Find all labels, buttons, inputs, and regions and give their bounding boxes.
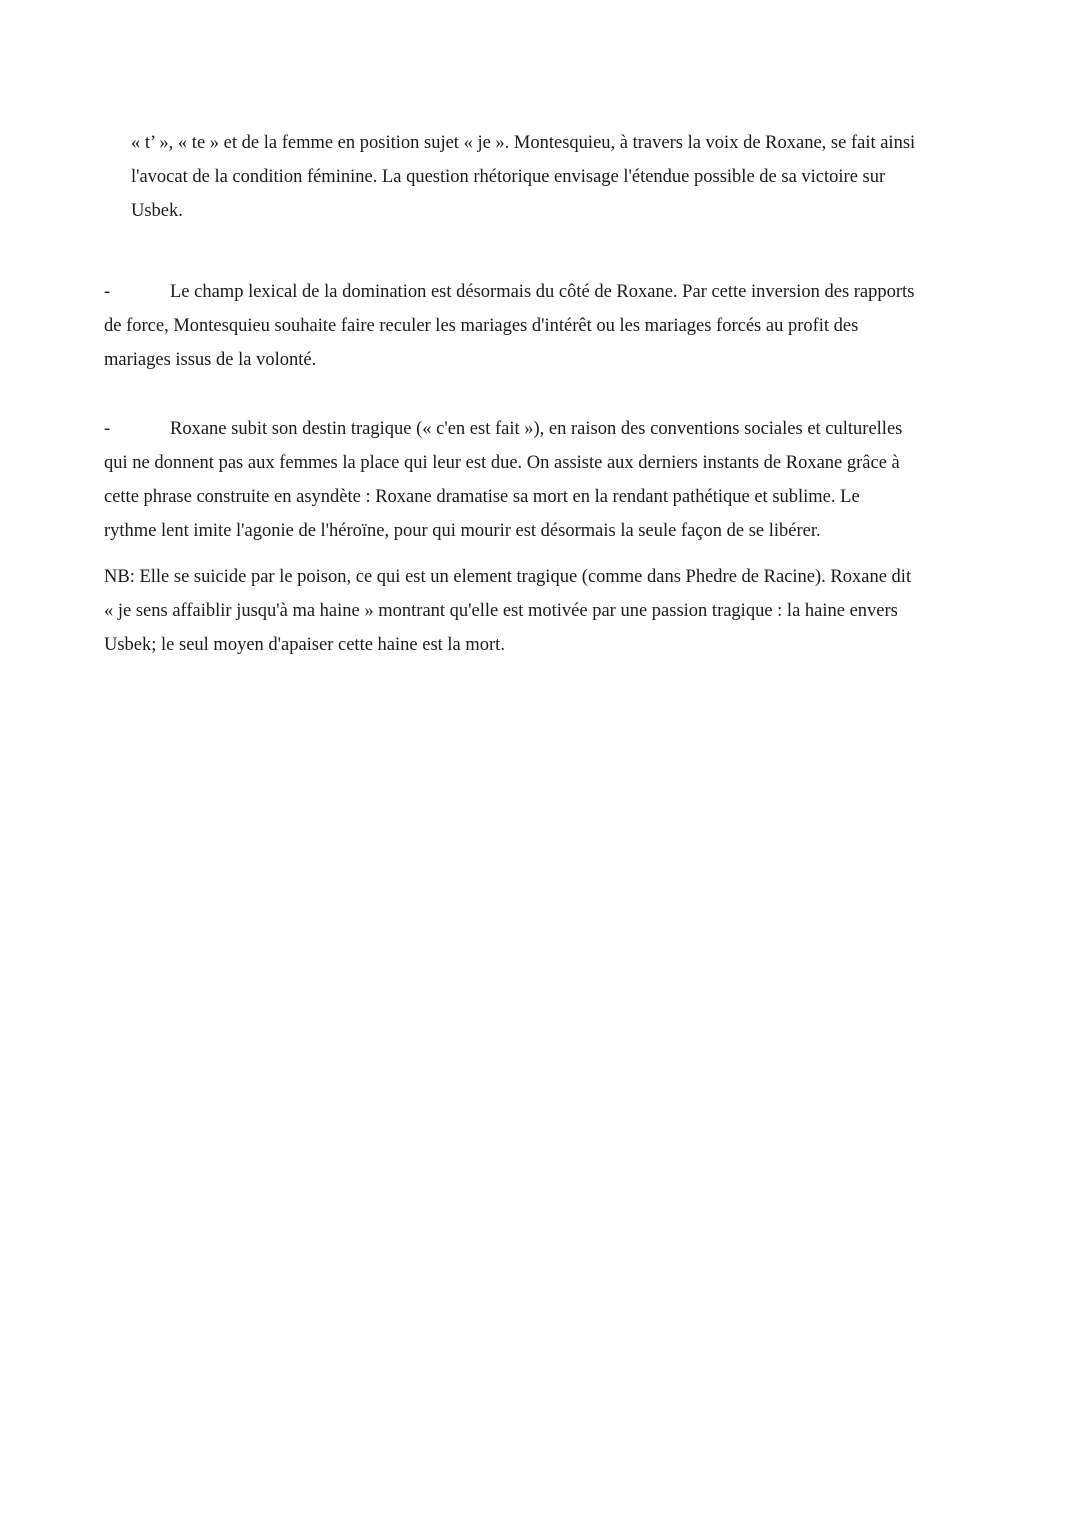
text-line: rythme lent imite l'agonie de l'héroïne, pour qui mourir est désormais la seule façon de se libérer. [104, 521, 821, 541]
text-line: qui ne donnent pas aux femmes la place qui leur est due. On assiste aux derniers instants de Roxane grâce à [104, 453, 900, 473]
text-line: de force, Montesquieu souhaite faire reculer les mariages d'intérêt ou les mariages forcés au profit des [104, 316, 859, 336]
text-line: NB: Elle se suicide par le poison, ce qui est un element tragique (comme dans Phedre de Racine). Roxane dit [104, 567, 912, 587]
bullet-dash: - [104, 282, 111, 302]
text-line: Roxane subit son destin tragique (« c'en est fait »), en raison des conventions sociales et culturelles [170, 419, 903, 439]
text-line: Le champ lexical de la domination est désormais du côté de Roxane. Par cette inversion des rapports [170, 282, 915, 302]
text-line: Usbek. [131, 201, 183, 221]
text-line: « je sens affaiblir jusqu'à ma haine » montrant qu'elle est motivée par une passion tragique : la haine envers [104, 601, 898, 621]
text-line: cette phrase construite en asyndète : Roxane dramatise sa mort en la rendant pathétique et sublime. Le [104, 487, 860, 507]
text-line: mariages issus de la volonté. [104, 350, 317, 370]
text-line: Usbek; le seul moyen d'apaiser cette haine est la mort. [104, 635, 505, 655]
bullet-dash: - [104, 419, 111, 439]
text-line: « t’ », « te » et de la femme en position sujet « je ». Montesquieu, à travers la voix de Roxane, se fait ainsi [131, 133, 916, 153]
text-line: l'avocat de la condition féminine. La question rhétorique envisage l'étendue possible de sa victoire sur [131, 167, 886, 187]
